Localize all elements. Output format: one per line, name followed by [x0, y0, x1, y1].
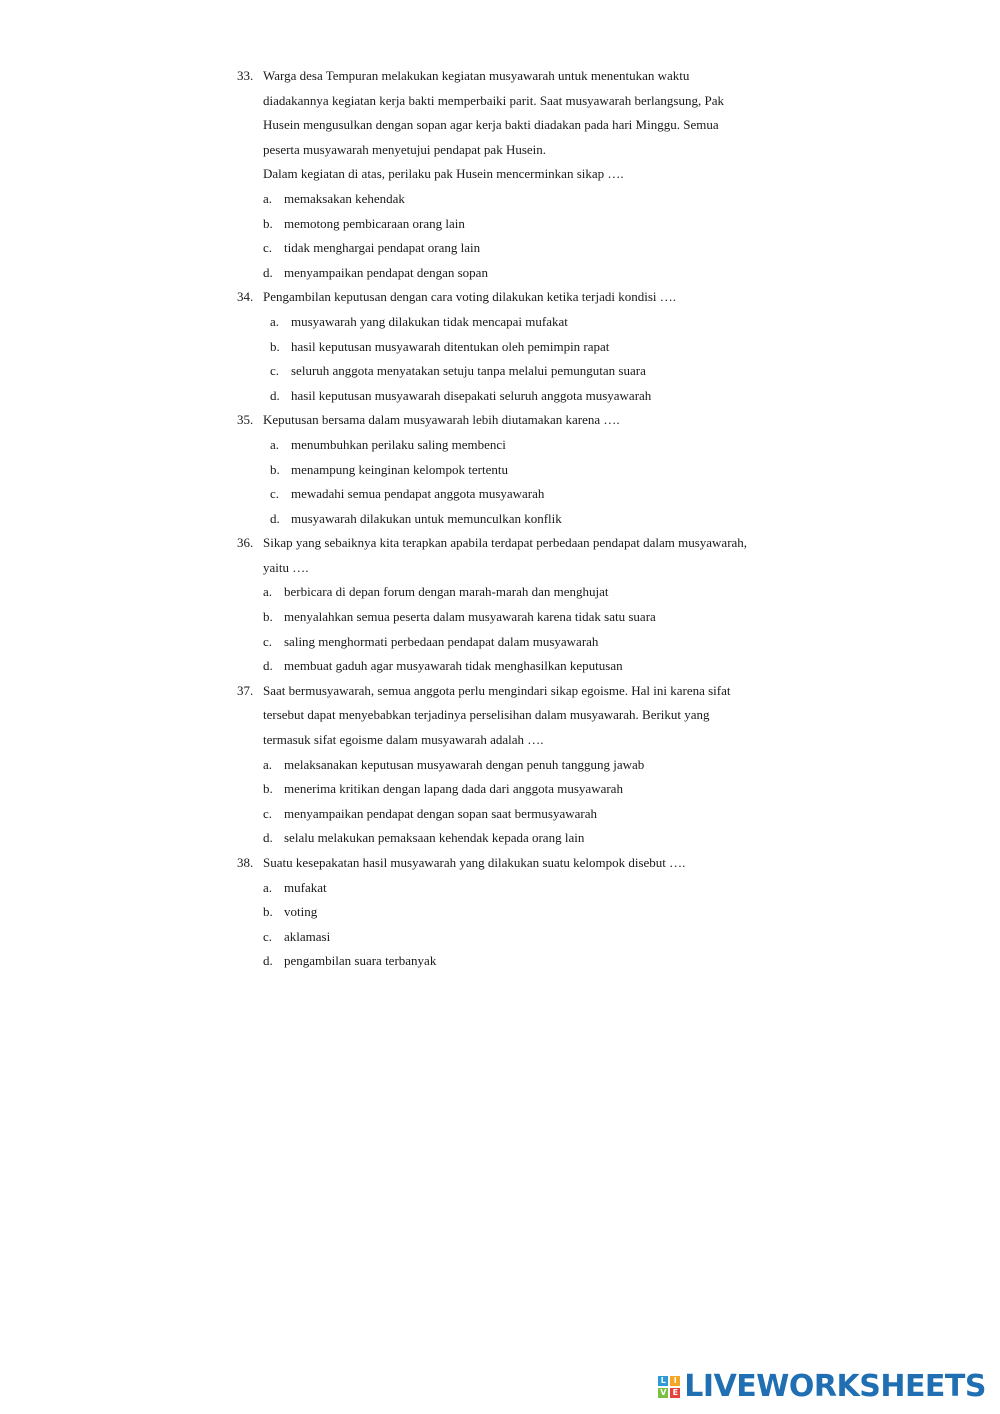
option-letter: c. [263, 240, 273, 256]
option-b[interactable] [270, 335, 817, 360]
question-38 [237, 851, 817, 974]
option-letter: b. [263, 215, 273, 231]
option-letter: a. [263, 879, 273, 895]
question-text [263, 679, 817, 753]
question-number: 33. [237, 68, 254, 83]
question-line: Suatu kesepakatan hasil musyawarah yang dilakukan suatu kelompok disebut …. [263, 855, 686, 870]
option-text: musyawarah yang dilakukan tidak mencapai mufakat [291, 313, 568, 329]
question-line: Dalam kegiatan di atas, perilaku pak Husein mencerminkan sikap …. [263, 166, 624, 182]
option-c[interactable] [270, 482, 817, 507]
option-d[interactable] [263, 654, 817, 679]
option-letter: c. [263, 805, 273, 821]
option-a[interactable] [263, 876, 817, 901]
question-number: 37. [237, 682, 254, 698]
option-letter: d. [263, 264, 273, 280]
option-d[interactable] [270, 384, 817, 409]
logo-mark-letter: V [660, 1388, 667, 1397]
option-letter: b. [270, 461, 280, 477]
option-c[interactable] [263, 802, 817, 827]
option-letter: c. [270, 363, 280, 379]
question-line: Warga desa Tempuran melakukan kegiatan musyawarah untuk menentukan waktu [263, 68, 690, 83]
option-letter: c. [263, 928, 273, 944]
option-letter: d. [263, 830, 273, 846]
question-text [263, 64, 817, 187]
option-letter: d. [270, 510, 280, 526]
question-35 [237, 408, 817, 531]
question-text [263, 531, 817, 580]
question-33 [237, 64, 817, 285]
option-text: tidak menghargai pendapat orang lain [284, 240, 481, 256]
option-c[interactable] [263, 236, 817, 261]
option-a[interactable] [263, 187, 817, 212]
question-number: 34. [237, 289, 254, 305]
question-number: 36. [237, 535, 254, 551]
logo-text: LIVEWORKSHEETS [684, 1369, 986, 1404]
options-list [237, 580, 817, 678]
option-a[interactable] [263, 753, 817, 778]
question-line: yaitu …. [263, 559, 309, 575]
option-letter: a. [270, 436, 280, 452]
question-line: termasuk sifat egoisme dalam musyawarah adalah …. [263, 732, 544, 748]
option-a[interactable] [263, 580, 817, 605]
logo-mark-letter: I [670, 1376, 680, 1386]
option-b[interactable] [270, 458, 817, 483]
logo-mark-icon [658, 1376, 680, 1398]
option-text: aklamasi [284, 928, 331, 944]
question-line: diadakannya kegiatan kerja bakti memperbaiki parit. Saat musyawarah berlangsung, Pak [263, 92, 724, 108]
worksheet [237, 64, 817, 974]
options-list [237, 310, 817, 408]
logo-mark-letter: L [658, 1376, 668, 1386]
option-text: mufakat [284, 879, 327, 895]
question-line: peserta musyawarah menyetujui pendapat pak Husein. [263, 141, 547, 157]
option-text: memotong pembicaraan orang lain [284, 215, 465, 231]
option-text: musyawarah dilakukan untuk memunculkan konflik [291, 510, 562, 526]
option-text: menyampaikan pendapat dengan sopan saat bermusyawarah [284, 805, 597, 821]
option-d[interactable] [263, 949, 817, 974]
option-letter: b. [270, 338, 280, 354]
question-37 [237, 679, 817, 851]
question-line: Husein mengusulkan dengan sopan agar kerja bakti diadakan pada hari Minggu. Semua [263, 117, 719, 133]
options-list [237, 876, 817, 974]
option-d[interactable] [270, 507, 817, 532]
option-letter: a. [263, 584, 273, 600]
option-text: selalu melakukan pemaksaan kehendak kepada orang lain [284, 830, 585, 846]
question-34 [237, 285, 817, 408]
option-text: menampung keinginan kelompok tertentu [291, 461, 508, 477]
option-b[interactable] [263, 900, 817, 925]
liveworksheets-logo [658, 1370, 986, 1404]
option-text: membuat gaduh agar musyawarah tidak menghasilkan keputusan [284, 658, 623, 674]
option-d[interactable] [263, 826, 817, 851]
option-text: melaksanakan keputusan musyawarah dengan penuh tanggung jawab [284, 756, 645, 772]
option-d[interactable] [263, 261, 817, 286]
question-text [263, 851, 817, 876]
option-text: saling menghormati perbedaan pendapat dalam musyawarah [284, 633, 599, 649]
question-line: Pengambilan keputusan dengan cara voting dilakukan ketika terjadi kondisi …. [263, 289, 677, 305]
question-number: 38. [237, 855, 254, 870]
option-letter: b. [263, 781, 273, 797]
option-c[interactable] [270, 359, 817, 384]
option-text: pengambilan suara terbanyak [284, 953, 437, 969]
logo-mark-letter: E [670, 1388, 680, 1398]
option-letter: c. [263, 633, 273, 649]
question-number: 35. [237, 412, 254, 428]
option-b[interactable] [263, 777, 817, 802]
question-text [263, 408, 817, 433]
question-36 [237, 531, 817, 679]
options-list [237, 187, 817, 285]
option-text: seluruh anggota menyatakan setuju tanpa melalui pemungutan suara [291, 363, 646, 379]
option-text: menyampaikan pendapat dengan sopan [284, 264, 488, 280]
option-text: berbicara di depan forum dengan marah-marah dan menghujat [284, 584, 609, 600]
option-b[interactable] [263, 212, 817, 237]
option-text: hasil keputusan musyawarah disepakati seluruh anggota musyawarah [291, 387, 652, 403]
option-letter: b. [263, 609, 273, 625]
option-letter: a. [270, 313, 280, 329]
question-line: Keputusan bersama dalam musyawarah lebih diutamakan karena …. [263, 412, 620, 428]
options-list [237, 433, 817, 531]
options-list [237, 753, 817, 851]
option-letter: a. [263, 190, 273, 206]
option-letter: a. [263, 756, 273, 772]
option-text: menumbuhkan perilaku saling membenci [291, 436, 506, 452]
option-c[interactable] [263, 630, 817, 655]
option-letter: d. [263, 658, 273, 674]
option-letter: d. [263, 953, 273, 969]
question-line: Sikap yang sebaiknya kita terapkan apabila terdapat perbedaan pendapat dalam musyawarah, [263, 535, 748, 551]
question-line: Saat bermusyawarah, semua anggota perlu mengindari sikap egoisme. Hal ini karena sifat [263, 682, 731, 698]
option-letter: d. [270, 387, 280, 403]
option-text: voting [284, 904, 318, 920]
option-text: hasil keputusan musyawarah ditentukan oleh pemimpin rapat [291, 338, 610, 354]
option-letter: b. [263, 904, 273, 920]
option-text: menyalahkan semua peserta dalam musyawarah karena tidak satu suara [284, 609, 656, 625]
option-text: memaksakan kehendak [284, 190, 405, 206]
option-a[interactable] [270, 310, 817, 335]
option-letter: c. [270, 486, 280, 502]
question-line: tersebut dapat menyebabkan terjadinya perselisihan dalam musyawarah. Berikut yang [263, 707, 710, 723]
question-text [263, 285, 817, 310]
option-a[interactable] [270, 433, 817, 458]
option-text: menerima kritikan dengan lapang dada dari anggota musyawarah [284, 781, 623, 797]
option-text: mewadahi semua pendapat anggota musyawarah [291, 486, 545, 502]
option-b[interactable] [263, 605, 817, 630]
option-c[interactable] [263, 925, 817, 950]
